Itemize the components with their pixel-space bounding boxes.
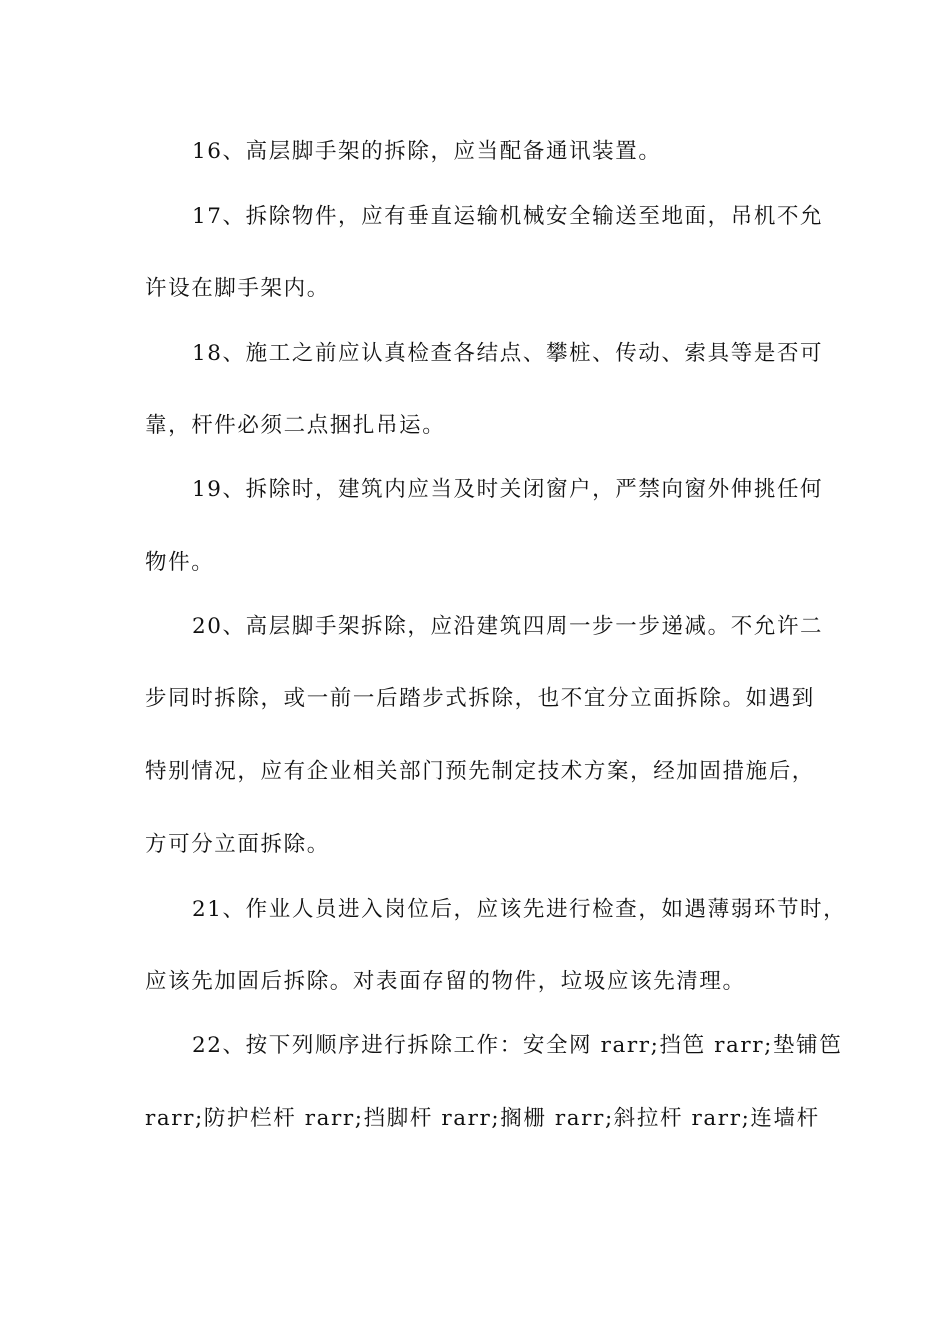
paragraph-19-line-1: 19、拆除时，建筑内应当及时关闭窗户，严禁向窗外伸挑任何 <box>192 477 824 502</box>
paragraph-17-line-2: 许设在脚手架内。 <box>145 276 330 301</box>
paragraph-21-line-2: 应该先加固后拆除。对表面存留的物件，垃圾应该先清理。 <box>145 969 746 994</box>
paragraph-16-line-1: 16、高层脚手架的拆除，应当配备通讯装置。 <box>192 139 662 164</box>
paragraph-22-line-2: rarr;防护栏杆 rarr;挡脚杆 rarr;搁栅 rarr;斜拉杆 rarr;连墙杆 <box>145 1106 820 1131</box>
paragraph-17-line-1: 17、拆除物件，应有垂直运输机械安全输送至地面，吊机不允 <box>192 204 824 229</box>
paragraph-20-line-3: 特别情况，应有企业相关部门预先制定技术方案，经加固措施后， <box>145 759 815 784</box>
paragraph-20-line-1: 20、高层脚手架拆除，应沿建筑四周一步一步递减。不允许二 <box>192 614 824 639</box>
paragraph-19-line-2: 物件。 <box>145 550 215 575</box>
paragraph-22-line-1: 22、按下列顺序进行拆除工作：安全网 rarr;挡笆 rarr;垫铺笆 <box>192 1033 843 1058</box>
paragraph-20-line-4: 方可分立面拆除。 <box>145 832 330 857</box>
paragraph-18-line-1: 18、施工之前应认真检查各结点、攀桩、传动、索具等是否可 <box>192 341 824 366</box>
paragraph-21-line-1: 21、作业人员进入岗位后，应该先进行检查，如遇薄弱环节时， <box>192 897 847 922</box>
paragraph-18-line-2: 靠，杆件必须二点捆扎吊运。 <box>145 413 446 438</box>
paragraph-20-line-2: 步同时拆除，或一前一后踏步式拆除，也不宜分立面拆除。如遇到 <box>145 686 815 711</box>
